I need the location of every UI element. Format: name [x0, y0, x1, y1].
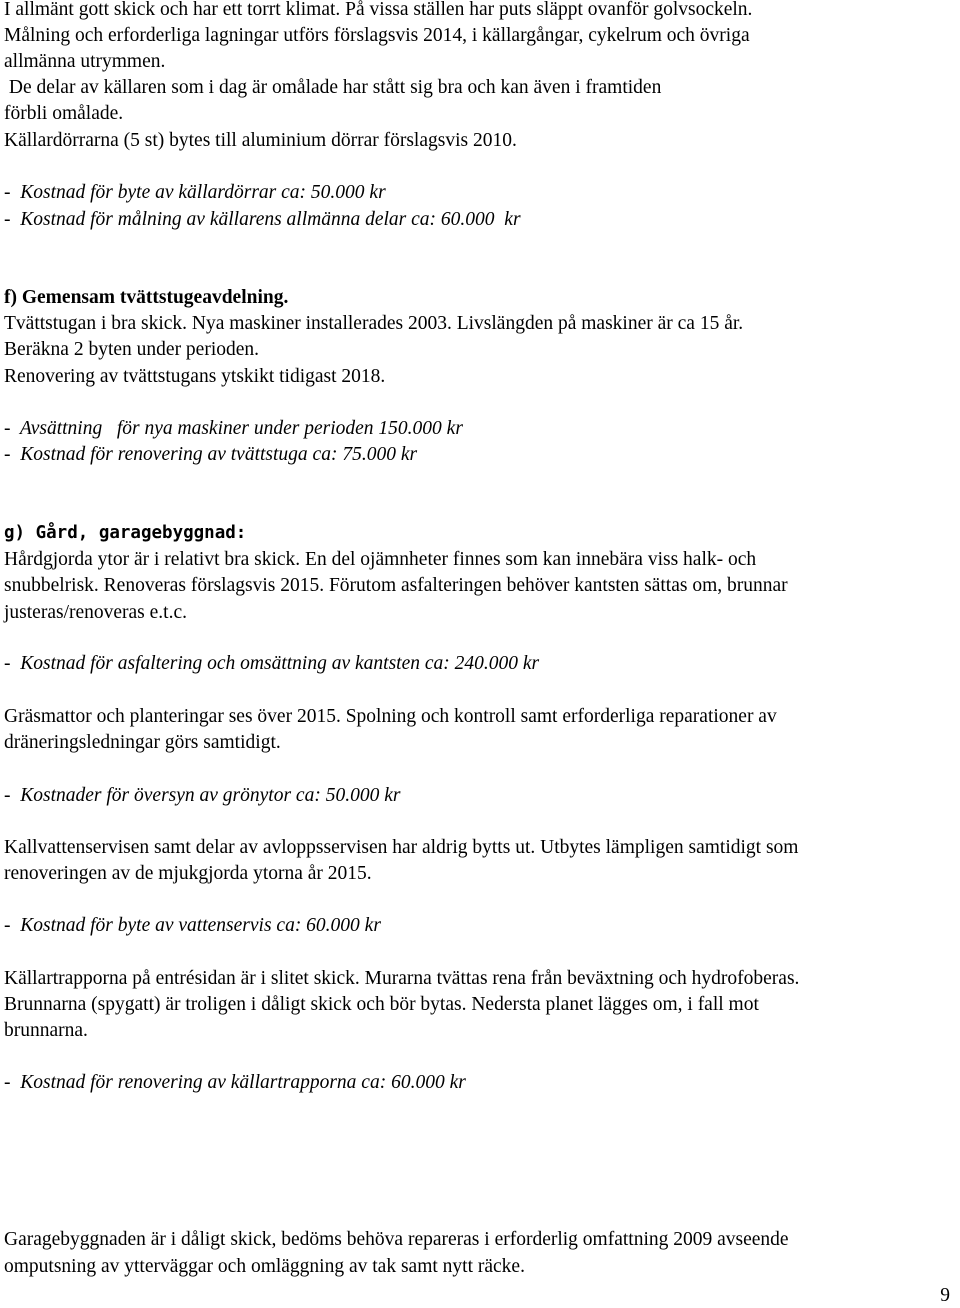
cost-line: - Kostnad för byte av källardörrar ca: 50.000 kr — [4, 182, 386, 203]
paragraph-line: Målning och erforderliga lagningar utförs förslagsvis 2014, i källargångar, cykelrum och övriga — [4, 25, 750, 46]
paragraph-line: renoveringen av de mjukgjorda ytorna år 2015. — [4, 863, 372, 884]
paragraph-line: Källartrapporna på entrésidan är i slitet skick. Murarna tvättas rena från beväxtning och hydrofoberas. — [4, 968, 800, 989]
cost-line: - Avsättning för nya maskiner under perioden 150.000 kr — [4, 418, 463, 439]
paragraph-line: Garagebyggnaden är i dåligt skick, bedöms behöva repareras i erforderlig omfattning 2009 avseende — [4, 1229, 789, 1250]
page-number: 9 — [940, 1285, 950, 1306]
paragraph-line: omputsning av ytterväggar och omläggning av tak samt nytt räcke. — [4, 1256, 525, 1277]
paragraph-line: Tvättstugan i bra skick. Nya maskiner installerades 2003. Livslängden på maskiner är ca 15 år. — [4, 313, 744, 334]
paragraph-line: förbli omålade. — [4, 103, 124, 124]
paragraph-line: allmänna utrymmen. — [4, 51, 166, 72]
paragraph-line: I allmänt gott skick och har ett torrt klimat. På vissa ställen har puts släppt ovanför golvsockeln. — [4, 0, 753, 20]
paragraph-line: brunnarna. — [4, 1020, 88, 1041]
paragraph-line: Renovering av tvättstugans ytskikt tidigast 2018. — [4, 366, 386, 387]
paragraph-line: Beräkna 2 byten under perioden. — [4, 339, 260, 360]
paragraph-line: Kallvattenservisen samt delar av avloppsservisen har aldrig bytts ut. Utbytes lämpligen samtidigt som — [4, 837, 799, 858]
cost-line: - Kostnad för renovering av tvättstuga ca: 75.000 kr — [4, 444, 418, 465]
cost-line: - Kostnad för asfaltering och omsättning av kantsten ca: 240.000 kr — [4, 653, 540, 674]
paragraph-line: Brunnarna (spygatt) är troligen i dåligt skick och bör bytas. Nedersta planet lägges om, i fall mot — [4, 994, 759, 1015]
paragraph-line: Källardörrarna (5 st) bytes till aluminium dörrar förslagsvis 2010. — [4, 130, 517, 151]
cost-line: - Kostnad för målning av källarens allmänna delar ca: 60.000 kr — [4, 209, 521, 230]
paragraph-line: justeras/renoveras e.t.c. — [4, 602, 188, 623]
paragraph-line: De delar av källaren som i dag är omålade har stått sig bra och kan även i framtiden — [4, 77, 662, 98]
paragraph-line: dräneringsledningar görs samtidigt. — [4, 732, 281, 753]
cost-line: - Kostnad för byte av vattenservis ca: 60.000 kr — [4, 915, 381, 936]
paragraph-line: Hårdgjorda ytor är i relativt bra skick. En del ojämnheter finnes som kan innebära viss halk- och — [4, 549, 757, 570]
paragraph-line: snubbelrisk. Renoveras förslagsvis 2015. Förutom asfalteringen behöver kantsten sättas om, brunnar — [4, 575, 788, 596]
cost-line: - Kostnad för renovering av källartrapporna ca: 60.000 kr — [4, 1072, 466, 1093]
section-heading-laundry: f) Gemensam tvättstugeavdelning. — [4, 287, 289, 308]
section-heading-yard: g) Gård, garagebyggnad: — [4, 523, 247, 543]
cost-line: - Kostnader för översyn av grönytor ca: 50.000 kr — [4, 785, 401, 806]
paragraph-line: Gräsmattor och planteringar ses över 2015. Spolning och kontroll samt erforderliga reparationer av — [4, 706, 777, 727]
